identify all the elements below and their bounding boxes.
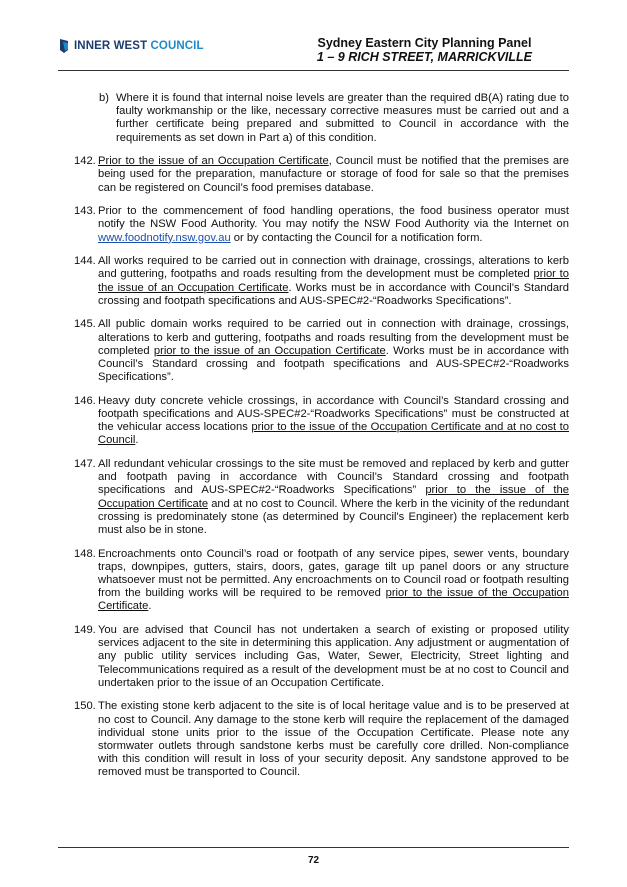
condition-subitem-b [74, 92, 569, 145]
header-address: 1 – 9 RICH STREET, MARRICKVILLE [316, 50, 532, 64]
condition-text [98, 255, 569, 308]
subitem-text: Where it is found that internal noise levels are greater than the required dB(A) rating due to faulty workmanship or the like, necessary corrective measures must be carried out and a further certificate being prepared and submitted to Council in accordance with the requirements as set down in Part a) of this condition. [116, 92, 569, 144]
page-header [317, 36, 532, 64]
condition-text [98, 548, 569, 614]
condition-148 [74, 548, 569, 614]
condition-underlined-text: prior to the issue of an Occupation Certificate [153, 344, 386, 357]
condition-text-part: Heavy duty concrete vehicle crossings, in accordance with Council’s Standard crossing and footpath specifications and AUS-SPEC#2-“Roadworks Specifications” must be constructed at the vehicular access locations [98, 394, 569, 434]
condition-text-part: or by contacting the Council for a notification form. [230, 231, 483, 244]
condition-text-part: . [135, 434, 139, 447]
council-leaf-logo-icon [58, 38, 70, 54]
condition-number: 144. [74, 255, 96, 268]
condition-text-part: Prior to the commencement of food handling operations, the food business operator must notify the NSW Food Authority. You may notify the NSW Food Authority via the Internet on [98, 205, 569, 231]
condition-text-part: . Works must be in accordance with Council’s Standard crossing and footpath specifications and AUS-SPEC#2-“Roadworks Specifications”. [98, 344, 569, 384]
condition-number: 150. [74, 700, 96, 713]
condition-142 [74, 155, 569, 195]
page-number: 72 [307, 855, 320, 866]
condition-text-part: All redundant vehicular crossings to the site must be removed and replaced by kerb and gutter and footpath paving in accordance with Council’s Standard crossing and footpath specifications and AUS-SPEC#2-“Roadworks Specifications” [98, 458, 569, 497]
condition-text: You are advised that Council has not undertaken a search of existing or proposed utility services adjacent to the site in determining this application. Any adjustment or augmentation of any public utility services including Gas, Water, Sewer, Electricity, Street lighting and Telecommunications required as a result of the development must be at no cost to Council and undertaken prior to the issue of an Occupation Certificate. [98, 624, 569, 689]
condition-number: 146. [74, 394, 96, 407]
condition-text [98, 395, 569, 448]
logo-wordmark [74, 40, 204, 52]
condition-text-part: All works required to be carried out in connection with drainage, crossings, alterations to kerb and guttering, footpaths and roads resulting from the development must be completed [98, 255, 569, 281]
condition-number: 148. [74, 547, 96, 560]
logo-word-inner-west: INNER WEST [74, 40, 148, 52]
footer-rule [58, 847, 569, 848]
condition-underlined-text: prior to the issue of the Occupation Certificate [98, 484, 569, 510]
conditions-list [74, 92, 569, 790]
condition-underlined-text: prior to the issue of an Occupation Certificate [98, 268, 569, 294]
condition-number: 142. [74, 155, 96, 168]
condition-text [98, 318, 569, 384]
condition-text [98, 155, 569, 195]
condition-text-part: . [148, 600, 152, 613]
subitem-label: b) [99, 92, 109, 104]
condition-149 [74, 624, 569, 690]
condition-underlined-text: Prior to the issue of an Occupation Certificate [98, 155, 329, 168]
condition-text [98, 205, 569, 245]
foodnotify-link[interactable]: www.foodnotify.nsw.gov.au [98, 231, 231, 244]
condition-text-part: and at no cost to Council. Where the kerb in the vicinity of the redundant crossing is predominately stone (as determined by Council's Engineer) the replacement kerb must also be in stone. [98, 497, 569, 537]
condition-text-part: , Council must be notified that the premises are being used for the preparation, manufacture or storage of food for sale so that the premises can be registered on Council’s food premises database. [98, 155, 570, 194]
condition-150 [74, 700, 569, 779]
condition-147 [74, 458, 569, 537]
condition-number: 147. [74, 458, 96, 471]
council-logo [58, 38, 204, 54]
condition-number: 145. [74, 318, 96, 331]
logo-word-council: COUNCIL [150, 40, 204, 52]
condition-text-part: Encroachments onto Council’s road or footpath of any service pipes, sewer vents, boundary traps, downpipes, gutters, stairs, doors, gates, garage tilt up panel doors or any structure whatsoever must not be permitted. Any encroachments on to Council road or footpath resulting from the building works will be required to be removed [98, 547, 569, 600]
condition-text-part: . Works must be in accordance with Council’s Standard crossing and footpath specifications and AUS-SPEC#2-“Roadworks Specifications”. [98, 281, 569, 307]
header-rule [58, 70, 569, 71]
condition-text-part: All public domain works required to be carried out in connection with drainage, crossings, alterations to kerb and guttering, footpaths and roads resulting from the development must be completed [98, 318, 569, 357]
condition-143 [74, 205, 569, 245]
condition-146 [74, 395, 569, 448]
condition-text: The existing stone kerb adjacent to the site is of local heritage value and is to be preserved at no cost to Council. Any damage to the stone kerb will require the replacement of the damaged individual stone units prior to the issue of the Occupation Certificate. Please note any stormwater outlets through sandstone kerbs must be carefully core drilled. Non-compliance with this condition will result in loss of your security deposit. Any sandstone approved to be removed must be transported to Council. [98, 700, 569, 779]
header-panel-name: Sydney Eastern City Planning Panel [317, 36, 532, 50]
condition-number: 143. [74, 205, 96, 218]
condition-144 [74, 255, 569, 308]
condition-underlined-text: prior to the issue of the Occupation Certificate [98, 587, 569, 613]
condition-number: 149. [74, 624, 96, 637]
condition-underlined-text: prior to the issue of the Occupation Certificate and at no cost to Council [98, 421, 569, 447]
condition-text [98, 458, 569, 537]
condition-145 [74, 318, 569, 384]
